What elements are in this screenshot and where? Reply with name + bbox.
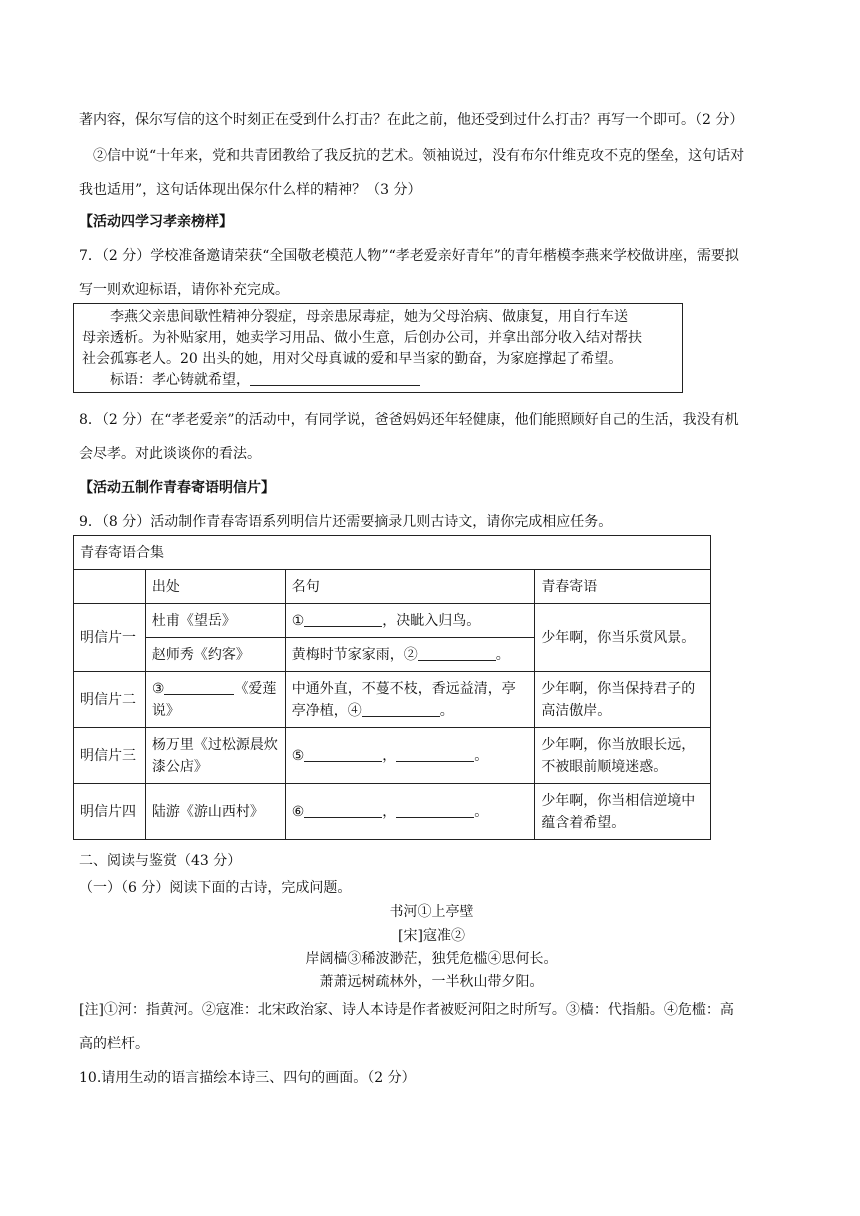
card-3-source: 杨万里《过松源晨炊漆公店》 bbox=[145, 728, 285, 784]
answer-blank-4[interactable] bbox=[362, 702, 440, 717]
text-line: 我也适用”，这句话体现出保尔什么样的精神？（3 分） bbox=[79, 182, 422, 198]
poem-note: [注]①河：指黄河。②寇准：北宋政治家、诗人本诗是作者被贬河阳之时所写。③樯：代指船。④危槛：高 bbox=[79, 1002, 734, 1018]
source-text: 《爱莲说》 bbox=[151, 680, 277, 719]
material-line: 李燕父亲患间歇性精神分裂症，母亲患尿毒症，她为父母治病、做康复，用自行车送 bbox=[110, 309, 628, 325]
header-blank bbox=[74, 570, 146, 604]
question-9: 9．（8 分）活动制作青春寄语系列明信片还需要摘录几则古诗文，请你完成相应任务。 bbox=[79, 514, 613, 530]
section-2-heading: 二、阅读与鉴赏（43 分） bbox=[79, 853, 242, 869]
card-1-source-2: 赵师秀《约客》 bbox=[145, 638, 285, 672]
quote-text: ， bbox=[382, 803, 397, 820]
card-1-message: 少年啊，你当乐赏风景。 bbox=[535, 604, 711, 672]
card-1-label: 明信片一 bbox=[74, 604, 146, 672]
poem-line-1: 岸阔樯③稀波渺茫，独凭危槛④思何长。 bbox=[305, 951, 558, 967]
poem-note-cont: 高的栏杆。 bbox=[79, 1036, 149, 1052]
answer-blank-5a[interactable] bbox=[304, 747, 382, 762]
answer-blank-2[interactable] bbox=[418, 646, 496, 661]
slogan-label: 标语：孝心铸就希望， bbox=[110, 372, 250, 388]
answer-blank-1[interactable] bbox=[304, 612, 382, 627]
card-4-label: 明信片四 bbox=[74, 784, 146, 840]
card-1-quote-2 bbox=[285, 638, 535, 672]
answer-blank-6a[interactable] bbox=[304, 803, 382, 818]
quote-text: 。 bbox=[474, 803, 489, 820]
card-2-label: 明信片二 bbox=[74, 672, 146, 728]
material-line: 母亲透析。为补贴家用，她卖学习用品、做小生意，后创办公司，并拿出部分收入结对帮扶 bbox=[82, 330, 642, 346]
slogan-blank[interactable] bbox=[250, 371, 420, 386]
slogan-line bbox=[82, 370, 674, 391]
card-4-message: 少年啊，你当相信逆境中蕴含着希望。 bbox=[535, 784, 711, 840]
poem-line-2: 萧萧远树疏林外，一半秋山带夕阳。 bbox=[319, 974, 544, 990]
card-2-quote bbox=[285, 672, 535, 728]
poem-author: [宋]寇准② bbox=[398, 928, 465, 944]
card-1-source-1: 杜甫《望岳》 bbox=[145, 604, 285, 638]
table-title: 青春寄语合集 bbox=[74, 536, 711, 570]
postcard-table bbox=[73, 535, 711, 840]
quote-text: 。 bbox=[474, 747, 489, 764]
material-line: 社会孤寡老人。20 出头的她，用对父母真诚的爱和早当家的勤奋，为家庭撑起了希望。 bbox=[82, 351, 623, 367]
card-2-message: 少年啊，你当保持君子的高洁傲岸。 bbox=[535, 672, 711, 728]
card-1-quote-1 bbox=[285, 604, 535, 638]
header-quote: 名句 bbox=[285, 570, 535, 604]
card-4-source: 陆游《游山西村》 bbox=[145, 784, 285, 840]
quote-text: 中通外直，不蔓不枝，香远益清，亭亭净植，④ bbox=[291, 680, 516, 719]
question-8: 8．（2 分）在“孝老爱亲”的活动中，有同学说，爸爸妈妈还年轻健康，他们能照顾好自己的生活，我没有机 bbox=[79, 412, 739, 428]
answer-blank-5b[interactable] bbox=[396, 747, 474, 762]
material-box bbox=[73, 303, 683, 393]
question-8-cont: 会尽孝。对此谈谈你的看法。 bbox=[79, 446, 261, 462]
quote-text: 。 bbox=[439, 702, 454, 719]
header-message: 青春寄语 bbox=[535, 570, 711, 604]
header-source: 出处 bbox=[145, 570, 285, 604]
quote-text: ，决眦入归鸟。 bbox=[382, 612, 481, 629]
quote-text: ① bbox=[291, 612, 305, 629]
poem-intro: （一）（6 分）阅读下面的古诗，完成问题。 bbox=[79, 880, 352, 896]
card-3-quote bbox=[285, 728, 535, 784]
quote-text: 黄梅时节家家雨，② bbox=[291, 646, 418, 663]
answer-blank-6b[interactable] bbox=[396, 803, 474, 818]
card-3-message: 少年啊，你当放眼长远，不被眼前顺境迷惑。 bbox=[535, 728, 711, 784]
source-text: ③ bbox=[151, 680, 165, 697]
text-line: 著内容，保尔写信的这个时刻正在受到什么打击？在此之前，他还受到过什么打击？再写一个即可。（2 分） bbox=[79, 112, 744, 128]
poem-title: 书河①上亭壁 bbox=[389, 904, 474, 920]
question-7: 7．（2 分）学校准备邀请荣获“全国敬老模范人物”“孝老爱亲好青年”的青年楷模李燕来学校做讲座，需要拟 bbox=[79, 248, 739, 264]
quote-text: ⑥ bbox=[291, 803, 305, 820]
activity-5-heading: 【活动五制作青春寄语明信片】 bbox=[79, 480, 275, 496]
question-7-cont: 写一则欢迎标语，请你补充完成。 bbox=[79, 282, 289, 298]
quote-text: ⑤ bbox=[291, 747, 305, 764]
question-10: 10.请用生动的语言描绘本诗三、四句的画面。（2 分） bbox=[79, 1070, 416, 1086]
quote-text: ， bbox=[382, 747, 397, 764]
quote-text: 。 bbox=[495, 646, 510, 663]
answer-blank-3[interactable] bbox=[164, 680, 234, 695]
text-line: ②信中说“十年来，党和共青团教给了我反抗的艺术。领袖说过，没有布尔什维克攻不克的堡垒，这句话对 bbox=[93, 148, 745, 164]
card-3-label: 明信片三 bbox=[74, 728, 146, 784]
activity-4-heading: 【活动四学习孝亲榜样】 bbox=[79, 214, 233, 230]
card-4-quote bbox=[285, 784, 535, 840]
card-2-source bbox=[145, 672, 285, 728]
